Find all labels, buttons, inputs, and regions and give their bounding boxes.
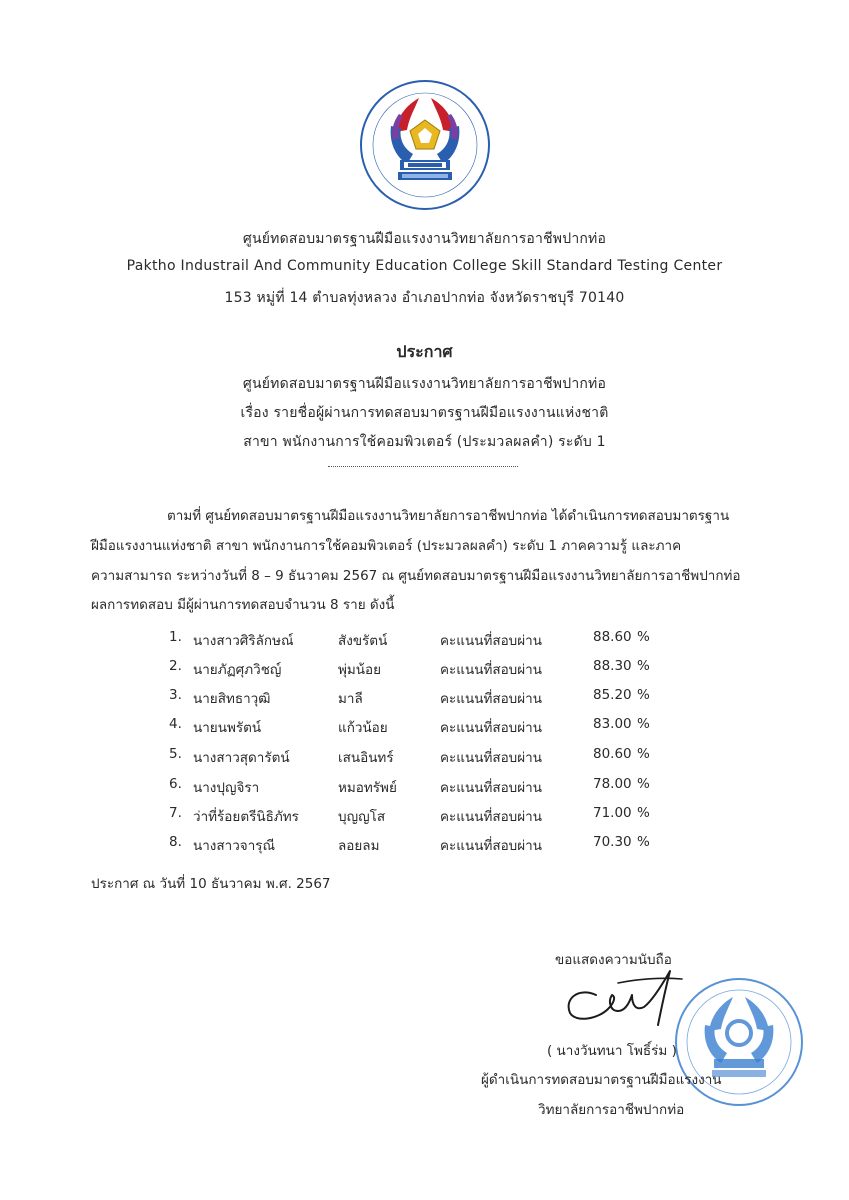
- last-name: แก้วน้อย: [338, 720, 388, 736]
- signer-role: ผู้ดำเนินการทดสอบมาตรฐานฝีมือแรงงาน: [481, 1072, 722, 1088]
- announcement-subject: เรื่อง รายชื่อผู้ผ่านการทดสอบมาตรฐานฝีมือแรงงานแห่งชาติ: [240, 405, 609, 421]
- announcement-title: ประกาศ: [396, 342, 453, 361]
- score-value: 88.30: [593, 658, 632, 674]
- org-name-english: Paktho Industrail And Community Education College Skill Standard Testing Center: [126, 258, 723, 274]
- score-label: คะแนนที่สอบผ่าน: [440, 809, 542, 825]
- score-value: 80.60: [593, 746, 632, 762]
- score-label: คะแนนที่สอบผ่าน: [440, 691, 542, 707]
- last-name: สังขรัตน์: [338, 633, 388, 649]
- first-name: นายนพรัตน์: [193, 720, 262, 736]
- last-name: บุญญโส: [338, 809, 386, 825]
- dotted-divider: [328, 466, 518, 467]
- org-seal-logo: [358, 78, 492, 212]
- percent-sign: %: [637, 834, 650, 850]
- first-name: นายสิทธาวุฒิ: [193, 691, 271, 707]
- row-number: 4.: [169, 716, 182, 732]
- percent-sign: %: [637, 658, 650, 674]
- percent-sign: %: [637, 746, 650, 762]
- score-label: คะแนนที่สอบผ่าน: [440, 838, 542, 854]
- score-label: คะแนนที่สอบผ่าน: [440, 720, 542, 736]
- row-number: 1.: [169, 629, 182, 645]
- row-number: 2.: [169, 658, 182, 674]
- row-number: 5.: [169, 746, 182, 762]
- last-name: มาลี: [338, 691, 363, 707]
- last-name: หมอทรัพย์: [338, 780, 397, 796]
- body-line-4: ผลการทดสอบ มีผู้ผ่านการทดสอบจำนวน 8 ราย ดังนี้: [91, 597, 395, 613]
- score-value: 88.60: [593, 629, 632, 645]
- first-name: นางสาวจารุณี: [193, 838, 276, 854]
- regards-text: ขอแสดงความนับถือ: [555, 952, 672, 968]
- announcement-branch: สาขา พนักงานการใช้คอมพิวเตอร์ (ประมวลผลคำ) ระดับ 1: [243, 434, 606, 450]
- first-name: ว่าที่ร้อยตรีนิธิภัทร: [193, 809, 299, 825]
- announcement-issuer: ศูนย์ทดสอบมาตรฐานฝีมือแรงงานวิทยาลัยการอาชีพปากท่อ: [242, 376, 607, 392]
- score-value: 85.20: [593, 687, 632, 703]
- handwritten-signature: [558, 965, 698, 1035]
- score-label: คะแนนที่สอบผ่าน: [440, 662, 542, 678]
- org-name-thai: ศูนย์ทดสอบมาตรฐานฝีมือแรงงานวิทยาลัยการอาชีพปากท่อ: [242, 231, 607, 247]
- row-number: 8.: [169, 834, 182, 850]
- score-label: คะแนนที่สอบผ่าน: [440, 633, 542, 649]
- score-label: คะแนนที่สอบผ่าน: [440, 780, 542, 796]
- percent-sign: %: [637, 629, 650, 645]
- row-number: 3.: [169, 687, 182, 703]
- score-value: 70.30: [593, 834, 632, 850]
- body-line-1: ตามที่ ศูนย์ทดสอบมาตรฐานฝีมือแรงงานวิทยาลัยการอาชีพปากท่อ ได้ดำเนินการทดสอบมาตรฐาน: [167, 508, 730, 524]
- first-name: นางสาวสุดารัตน์: [193, 750, 290, 766]
- first-name: นางปุญจิรา: [193, 780, 260, 796]
- announcement-date: ประกาศ ณ วันที่ 10 ธันวาคม พ.ศ. 2567: [91, 876, 331, 892]
- row-number: 6.: [169, 776, 182, 792]
- percent-sign: %: [637, 805, 650, 821]
- body-line-3: ความสามารถ ระหว่างวันที่ 8 – 9 ธันวาคม 2567 ณ ศูนย์ทดสอบมาตรฐานฝีมือแรงงานวิทยาลัยการอาชีพปากท่อ: [91, 568, 741, 584]
- first-name: นายภัฏศุภวิชญ์: [193, 662, 282, 678]
- last-name: ลอยลม: [338, 838, 380, 854]
- last-name: เสนอินทร์: [338, 750, 394, 766]
- body-line-2: ฝีมือแรงงานแห่งชาติ สาขา พนักงานการใช้คอมพิวเตอร์ (ประมวลผลคำ) ระดับ 1 ภาคความรู้ และภาค: [91, 538, 682, 554]
- last-name: พุ่มน้อย: [338, 662, 382, 678]
- percent-sign: %: [637, 687, 650, 703]
- percent-sign: %: [637, 776, 650, 792]
- score-value: 71.00: [593, 805, 632, 821]
- signer-name: ( นางวันทนา โพธิ์ร่ม ): [547, 1043, 677, 1059]
- signer-organization: วิทยาลัยการอาชีพปากท่อ: [538, 1102, 685, 1118]
- org-address: 153 หมู่ที่ 14 ตำบลทุ่งหลวง อำเภอปากท่อ จังหวัดราชบุรี 70140: [224, 290, 625, 306]
- first-name: นางสาวศิริลักษณ์: [193, 633, 294, 649]
- score-value: 83.00: [593, 716, 632, 732]
- score-label: คะแนนที่สอบผ่าน: [440, 750, 542, 766]
- row-number: 7.: [169, 805, 182, 821]
- percent-sign: %: [637, 716, 650, 732]
- score-value: 78.00: [593, 776, 632, 792]
